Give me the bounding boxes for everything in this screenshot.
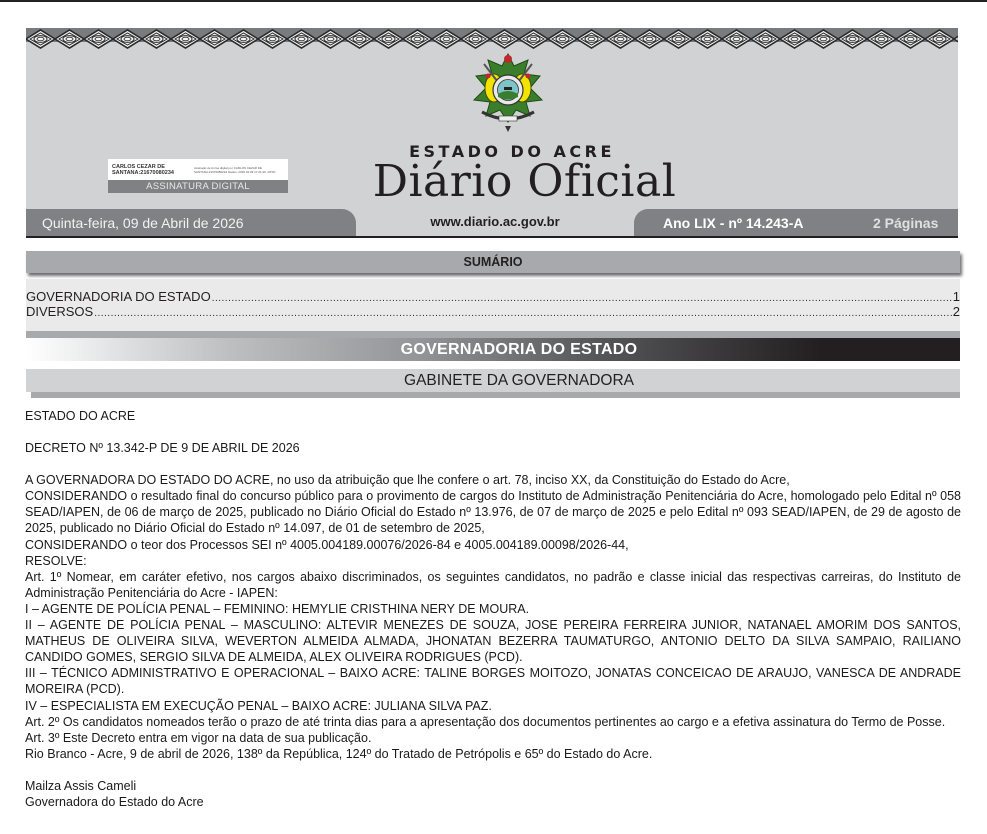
digital-signature-stamp (108, 159, 288, 193)
decree-paragraph: Rio Branco - Acre, 9 de abril de 2026, 138º da República, 124º do Tratado de Petrópolis e 65º do Estado do Acre. (25, 746, 653, 761)
summary-heading (26, 251, 960, 273)
toc-leader-dots (94, 308, 952, 319)
subsection-title: GABINETE DA GOVERNADORA (404, 372, 634, 389)
edition-info-bar (26, 209, 958, 236)
decree-number: DECRETO Nº 13.342-P DE 9 DE ABRIL DE 2026 (25, 441, 300, 456)
toc-leader-dots (212, 293, 952, 304)
decree-paragraph: III – TÉCNICO ADMINISTRATIVO E OPERACIONAL – BAIXO ACRE: TALINE BORGES MOITOZO, JONATAS CONCEICAO DE ARAUJO, VANESCA DE ANDRADE MOREIRA (PCD). (25, 666, 961, 697)
signer-name: CARLOS CEZAR DE SANTANA:21670080234 (112, 163, 174, 176)
section-title: GOVERNADORIA DO ESTADO (400, 341, 638, 358)
publication-title: Diário Oficial (372, 156, 677, 207)
signatory-title: Governadora do Estado do Acre (25, 794, 204, 809)
page-count: 2 Páginas (873, 215, 939, 231)
decree-paragraph: IV – ESPECIALISTA EM EXECUÇÃO PENAL – BAIXO ACRE: JULIANA SILVA PAZ. (25, 698, 492, 713)
decree-paragraph: Art. 3º Este Decreto entra em vigor na data de sua publicação. (25, 730, 372, 745)
decree-heading: ESTADO DO ACRE (25, 409, 136, 423)
summary-title: SUMÁRIO (463, 255, 523, 269)
decree-paragraph: CONSIDERANDO o resultado final do concurso público para o provimento de cargos do Instituto de Administração Penitenciária do Acre, homologado pelo Edital nº 058 SEAD/IAPEN, de 06 de março de 2025, publicado no Diário Oficial do Estado nº 13.976, de 07 de março de 2025 e pelo Edital nº 093 SEAD/IAPEN, de 29 de agosto de 2025, publicado no Diário Oficial do Estado nº 14.097, de 01 de setembro de 2025, (25, 489, 961, 536)
toc-item[interactable] (26, 304, 960, 318)
toc-item-page: 2 (952, 304, 960, 319)
toc-item[interactable] (26, 289, 960, 303)
section-divider (26, 331, 960, 338)
toc-item-label: DIVERSOS (26, 304, 94, 319)
toc-item-label: GOVERNADORIA DO ESTADO (26, 289, 211, 304)
ornamental-border (26, 28, 958, 50)
section-heading-bar (26, 338, 960, 361)
signature-label: ASSINATURA DIGITAL (108, 180, 288, 193)
signature-detail: Assinado de forma digital por CARLOS CEZAR DE SANTANA:21670080234 Dados: 2026.04.09 17:21:26 -05'00' (194, 165, 276, 174)
decree-body (25, 408, 961, 810)
decree-paragraph: I – AGENTE DE POLÍCIA PENAL – FEMININO: HEMYLIE CRISTHINA NERY DE MOURA. (25, 601, 530, 616)
toc-item-page: 1 (952, 289, 960, 304)
signatory-name: Mailza Assis Cameli (25, 778, 137, 793)
diamond-pattern-icon (26, 28, 958, 50)
publication-date: Quinta-feira, 09 de Abril de 2026 (42, 215, 244, 231)
decree-paragraph: RESOLVE: (25, 553, 87, 568)
decree-paragraph: II – AGENTE DE POLÍCIA PENAL – MASCULINO: ALTEVIR MENEZES DE SOUZA, JOSE PEREIRA FERREIRA JUNIOR, NATANAEL AMORIM DOS SANTOS, MATHEUS DE OLIVEIRA SILVA, WEVERTON ALMEIDA ALMADA, JHONATAN BEZERRA TAUMATURGO, ANTONIO DELTO DA SILVA SAMPAIO, RAILIANO CANDIDO GOMES, SERGIO SILVA DE ALMEIDA, ALEX OLIVEIRA RODRIGUES (PCD). (25, 618, 961, 665)
subsection-divider (31, 392, 960, 398)
state-title: ESTADO DO ACRE (409, 142, 615, 161)
table-of-contents (26, 279, 960, 331)
masthead (26, 28, 958, 238)
decree-paragraph: CONSIDERANDO o teor dos Processos SEI nº 4005.004189.00076/2026-84 e 4005.004189.00098/2026-44, (25, 537, 629, 552)
header-divider (26, 236, 958, 238)
decree-paragraph: Art. 1º Nomear, em caráter efetivo, nos cargos abaixo discriminados, os seguintes candidatos, no padrão e classe inicial das respectivas carreiras, do Instituto de Administração Penitenciária do Acre - IAPEN: (25, 569, 961, 600)
coat-of-arms-icon (470, 50, 546, 136)
website-link[interactable]: www.diario.ac.gov.br (430, 214, 560, 229)
decree-paragraph: Art. 2º Os candidatos nomeados terão o prazo de até trinta dias para a apresentação dos documentos pertinentes ao cargo e a efetiva assinatura do Termo de Posse. (25, 714, 946, 729)
decree-paragraph: A GOVERNADORA DO ESTADO DO ACRE, no uso da atribuição que lhe confere o art. 78, inciso XX, da Constituição do Estado do Acre, (25, 473, 790, 488)
top-rule (0, 0, 987, 2)
subsection-heading-bar (26, 369, 960, 392)
edition-number: Ano LIX - nº 14.243-A (663, 215, 804, 231)
